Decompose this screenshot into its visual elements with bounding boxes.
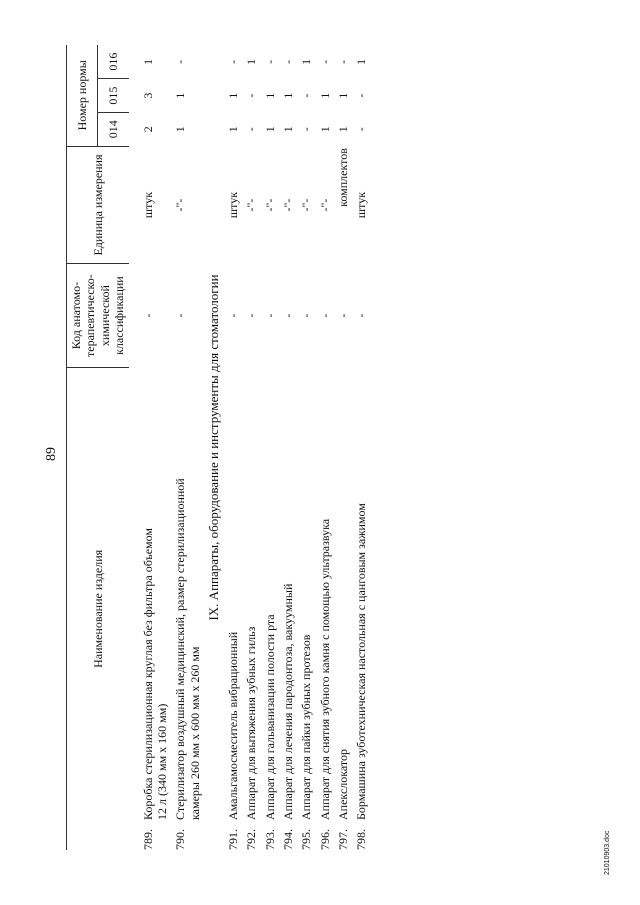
norm-015-cell: 3 [140,92,155,99]
atc-code-cell: - [299,313,314,318]
item-name: Бормашина зуботехническая настольная с цанговым зажимом [354,503,369,820]
unit-cell: комплектов [336,148,351,207]
norm-015-cell: 1 [225,92,240,99]
item-name: Аппарат для гальванизации полости рта [262,614,277,820]
norm-015-cell: 1 [173,92,188,99]
row-number: 792. [244,829,259,850]
row-number: 790. [173,829,188,850]
norm-015-cell: - [244,93,259,98]
item-name-cell [224,367,242,850]
row-number: 795. [299,829,314,850]
item-name-continued: 12 л (340 мм х 160 мм) [154,703,169,820]
row-number: 789. [140,829,155,850]
section-title: IX. Аппараты, оборудование и инструменты для стоматологии [206,274,222,621]
item-name: Коробка стерилизационная круглая без фильтра объемом [140,527,155,820]
item-name: Амальгамосмеситель вибрационный [225,631,240,820]
table-row [261,45,279,850]
table-row [316,45,334,850]
item-name: Аппарат для пайки зубных протезов [299,634,314,820]
table-row [129,45,172,850]
row-number: 794. [280,829,295,850]
norm-016-cell: - [173,59,188,64]
table-header [67,45,129,850]
item-name-cell [316,367,334,850]
atc-code-cell: - [225,313,240,318]
unit-cell: -"- [299,198,314,212]
unit-cell: штук [140,191,155,219]
row-number: 793. [262,829,277,850]
footer-filename: 21010903.doc [604,830,611,875]
norm-016-cell: - [225,59,240,64]
norm-016-cell: 1 [299,58,314,65]
item-name-cell [171,367,204,850]
item-name: Стерилизатор воздушный медицинский, размер стерилизационной [173,478,188,820]
norm-016-cell: 1 [244,58,259,65]
norm-016-cell: - [336,59,351,64]
unit-cell: штук [225,191,240,219]
norm-016-cell: 1 [354,58,369,65]
header-name: Наименование изделия [67,367,129,850]
norm-014-cell: 1 [280,126,295,133]
atc-code-cell: - [244,313,259,318]
norm-015-cell: 1 [317,92,332,99]
item-name-cell [279,367,297,850]
unit-cell: -"- [173,198,188,212]
item-name-cell [334,367,352,850]
table-row [297,45,315,850]
norm-014-cell: 1 [336,126,351,133]
norm-014-cell: - [244,127,259,132]
header-norm-group: Номер нормы [67,45,98,146]
table-row [352,45,370,850]
page-number: 89 [44,447,59,461]
equipment-table [66,45,371,850]
norm-014-cell: 1 [262,126,277,133]
header-unit: Единица измерения [67,146,129,264]
norm-015-cell: - [354,93,369,98]
norm-014-cell: - [299,127,314,132]
atc-code-cell: - [317,313,332,318]
unit-cell: -"- [317,198,332,212]
row-number: 796. [317,829,332,850]
norm-014-cell: 2 [140,126,155,133]
item-name: Аппарат для лечения пародонтоза, вакуумный [280,583,295,820]
norm-016-cell: 1 [140,58,155,65]
item-name-cell [297,367,315,850]
item-name-cell [242,367,260,850]
item-name-cell [261,367,279,850]
header-norm-014: 014 [98,112,129,146]
header-code: Код анатомо-терапевтическо-химической классификации [67,264,129,367]
table-row [224,45,242,850]
table-row [171,45,204,850]
table-body [129,45,371,850]
atc-code-cell: - [140,313,155,318]
header-norm-016: 016 [98,45,129,79]
item-name: Апекслокатор [336,748,351,820]
unit-cell: -"- [280,198,295,212]
unit-cell: -"- [244,198,259,212]
table-row [334,45,352,850]
unit-cell: штук [354,191,369,219]
item-name: Аппарат для снятия зубного камня с помощью ультразвука [317,518,332,820]
norm-015-cell: 1 [262,92,277,99]
item-name-cell [352,367,370,850]
atc-code-cell: - [280,313,295,318]
norm-016-cell: - [262,59,277,64]
section-row [204,45,224,850]
norm-016-cell: - [317,59,332,64]
norm-014-cell: 1 [317,126,332,133]
row-number: 798. [354,829,369,850]
atc-code-cell: - [354,313,369,318]
item-name-cell [129,367,172,850]
table-row [242,45,260,850]
row-number: 791. [225,829,240,850]
norm-014-cell: - [354,127,369,132]
norm-014-cell: 1 [225,126,240,133]
unit-cell: -"- [262,198,277,212]
item-name: Аппарат для вытяжения зубных гильз [244,626,259,820]
norm-014-cell: 1 [173,126,188,133]
norm-015-cell: 1 [280,92,295,99]
norm-016-cell: - [280,59,295,64]
header-norm-015: 015 [98,79,129,113]
atc-code-cell: - [336,313,351,318]
row-number: 797. [336,829,351,850]
norm-015-cell: - [299,93,314,98]
atc-code-cell: - [262,313,277,318]
norm-015-cell: 1 [336,92,351,99]
atc-code-cell: - [173,313,188,318]
table-row [279,45,297,850]
item-name-continued: камеры 260 мм х 600 мм х 260 мм [187,646,202,820]
